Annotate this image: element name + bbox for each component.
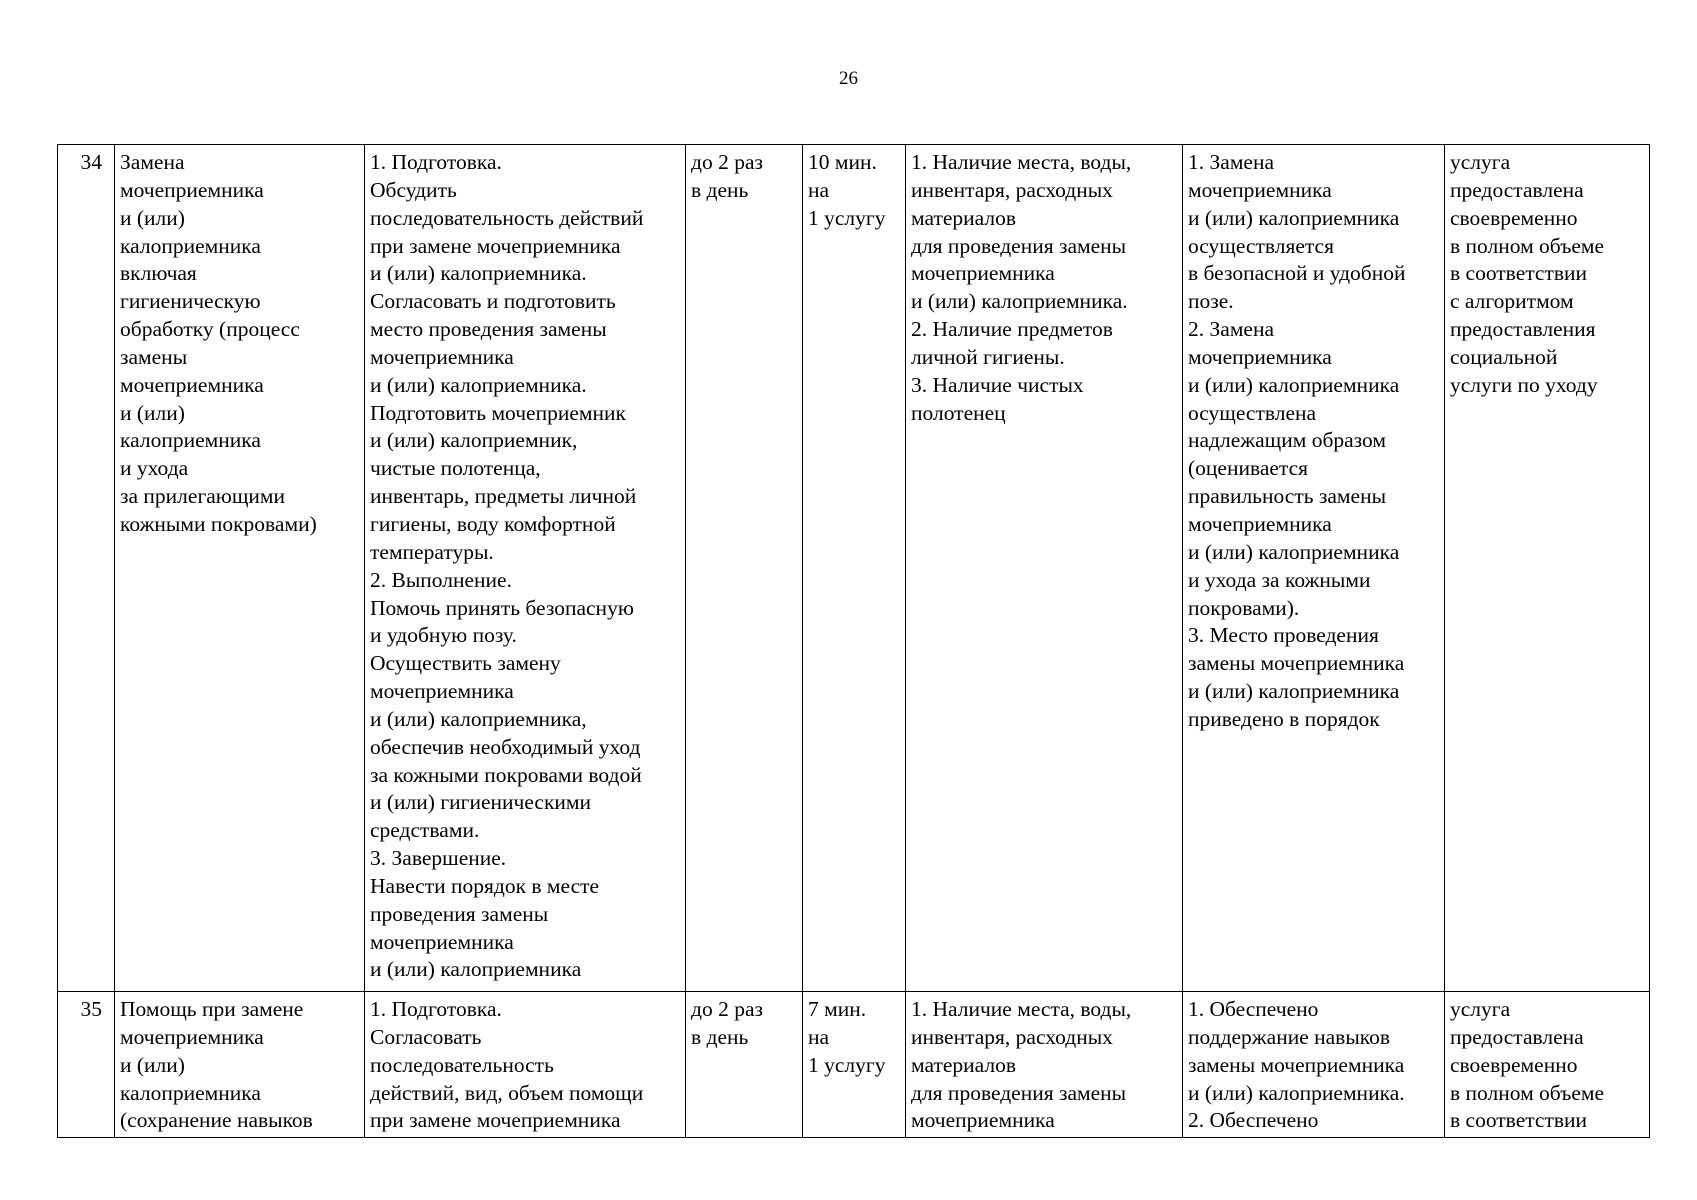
page-number: 26 [839,68,858,89]
service-name: Помощь при замене мочеприемника и (или) калоприемника (сохранение навыков [120,997,313,1133]
conditions-cell [906,145,1183,992]
result-cell [1445,992,1650,1138]
service-description: 1. Подготовка. Обсудить последовательность действий при замене мочеприемника и (или) калоприемника. Согласовать и подготовить место проведения замены мочеприемника и (или) калоприемника. Подготовить мочеприемник и (или) калоприемник, чистые полотенца, инвентарь, предметы личной гигиены, воду комфортной температуры. 2. Выполнение. Помочь принять безопасную и удобную позу. Осуществить замену мочеприемника и (или) калоприемника, обеспечив необходимый уход за кожными покровами водой и (или) гигиеническими средствами. 3. Завершение. Навести порядок в месте проведения замены мочеприемника и (или) калоприемника [370,150,644,982]
service-frequency: до 2 раз в день [691,150,763,202]
table-row [58,145,1650,992]
service-quality: 1. Замена мочеприемника и (или) калоприемника осуществляется в безопасной и удобной позе. 2. Замена мочеприемника и (или) калоприемника осуществлена надлежащим образом (оценивается правильность замены мочеприемника и (или) калоприемника и ухода за кожными покровами). 3. Место проведения замены мочеприемника и (или) калоприемника приведено в порядок [1188,150,1406,731]
services-table [57,144,1650,1138]
quality-cell [1183,992,1445,1138]
result-cell [1445,145,1650,992]
service-name: Замена мочеприемника и (или) калоприемника включая гигиеническую обработку (процесс замены мочеприемника и (или) калоприемника и ухода за прилегающими кожными покровами) [120,150,317,536]
service-name-cell [115,145,365,992]
service-frequency: до 2 раз в день [691,997,763,1049]
service-quality: 1. Обеспечено поддержание навыков замены мочеприемника и (или) калоприемника. 2. Обеспечено [1188,997,1405,1133]
service-duration: 7 мин. на 1 услугу [808,997,886,1077]
row-number-cell [58,145,115,992]
duration-cell [803,145,906,992]
conditions-cell [906,992,1183,1138]
service-conditions: 1. Наличие места, воды, инвентаря, расходных материалов для проведения замены мочеприемника [911,997,1132,1133]
service-result: услуга предоставлена своевременно в полном объеме в соответствии с алгоритмом предоставления социальной услуги по уходу [1450,150,1605,397]
service-conditions: 1. Наличие места, воды, инвентаря, расходных материалов для проведения замены мочеприемника и (или) калоприемника. 2. Наличие предметов личной гигиены. 3. Наличие чистых полотенец [911,150,1132,425]
row-number-cell [58,992,115,1138]
service-duration: 10 мин. на 1 услугу [808,150,886,230]
table-row [58,992,1650,1138]
service-description-cell [365,992,686,1138]
service-description-cell [365,145,686,992]
frequency-cell [686,992,803,1138]
row-number: 35 [80,997,102,1021]
quality-cell [1183,145,1445,992]
service-name-cell [115,992,365,1138]
row-number: 34 [80,150,102,174]
service-result: услуга предоставлена своевременно в полном объеме в соответствии [1450,997,1605,1133]
duration-cell [803,992,906,1138]
frequency-cell [686,145,803,992]
service-description: 1. Подготовка. Согласовать последовательность действий, вид, объем помощи при замене мочеприемника [370,997,644,1133]
